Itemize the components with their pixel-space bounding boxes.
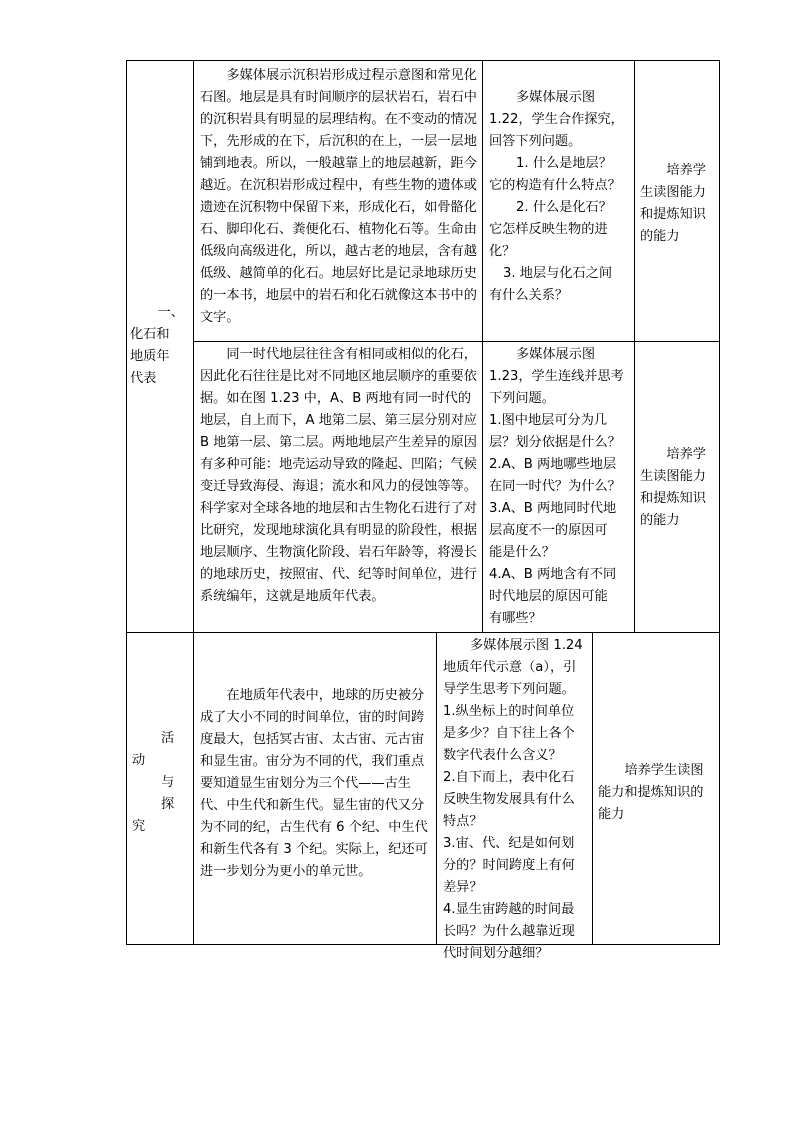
goal-divider-top bbox=[634, 60, 635, 632]
activity-line: 层？划分依据是什么？ bbox=[489, 435, 621, 450]
row2-content bbox=[200, 344, 478, 608]
content-divider-bottom bbox=[436, 632, 437, 944]
activity-line: 它怎样反映生物的进 bbox=[489, 222, 608, 237]
activity-line: 地质年代示意（a），引 bbox=[443, 660, 577, 675]
goal-text: 培养学生读图能力和提炼知识的能力 bbox=[640, 447, 706, 528]
activity-line: 1.22，学生合作探究， bbox=[489, 112, 624, 127]
row2-goal bbox=[640, 444, 714, 532]
activity-line: 特点？ bbox=[443, 814, 483, 829]
activity-line: 它的构造有什么特点？ bbox=[489, 178, 621, 193]
activity-line: 是多少？自下往上各个 bbox=[443, 726, 575, 741]
activity-line: 1. 什么是地层？ bbox=[516, 156, 612, 171]
activity-line: 差异？ bbox=[443, 880, 483, 895]
section-label-line: 一、 bbox=[157, 305, 184, 320]
activity-line: 回答下列问题。 bbox=[489, 134, 582, 149]
table-border-right bbox=[719, 60, 720, 945]
section-label-line: 化石和 bbox=[130, 327, 170, 342]
goal-text: 培养学生读图能力和提炼知识的能力 bbox=[640, 163, 706, 244]
activity-line: 有哪些？ bbox=[489, 611, 542, 626]
section-label-activity bbox=[126, 728, 193, 838]
activity-line: 层高度不一的原因可 bbox=[489, 523, 608, 538]
row1-activity bbox=[489, 87, 631, 307]
goal-text: 培养学生读图能力和提炼知识的能力 bbox=[598, 763, 704, 822]
activity-line: 2.A、B 两地哪些地层 bbox=[489, 457, 617, 472]
activity-line: 多媒体展示图 1.24 bbox=[470, 638, 583, 653]
row-divider-1 bbox=[193, 341, 720, 342]
content-paragraph: 同一时代地层往往含有相同或相似的化石，因此化石往往是比对不同地区地层顺序的重要依据。如在图 1.23 中，A、B 两地有同一时代的地层，自上而下，A 地第二层、第三层分别对应 B 地第一层、第二层。两地地层产生差异的原因有多种可能：地壳运动导致的隆起、凹陷；气候变迁导致海侵、海退；流水和风力的侵蚀等等。科学家对全球各地的地层和古生物化石进行了对比研究，发现地球演化具有明显的阶段性，根据地层顺序、生物演化阶段、岩石年龄等，将漫长的地球历史，按照宙、代、纪等时间单位，进行系统编年，这就是地质年代表。 bbox=[200, 347, 477, 604]
activity-line: 数字代表什么含义？ bbox=[443, 748, 562, 763]
activity-line: 1.图中地层可分为几 bbox=[489, 413, 608, 428]
row1-content bbox=[200, 65, 478, 329]
activity-line: 化？ bbox=[489, 244, 516, 259]
activity-line: 有什么关系？ bbox=[489, 288, 569, 303]
section-label-char: 探 bbox=[161, 797, 175, 812]
activity-line: 反映生物发展具有什么 bbox=[443, 792, 575, 807]
section-label-char: 与 bbox=[161, 775, 175, 790]
activity-line: 多媒体展示图 bbox=[516, 347, 596, 362]
activity-line: 分的？时间跨度上有何 bbox=[443, 858, 575, 873]
section-label-line: 代表 bbox=[130, 371, 157, 386]
activity-line: 3.A、B 两地同时代地 bbox=[489, 501, 617, 516]
activity-line: 4.A、B 两地含有不同 bbox=[489, 567, 617, 582]
content-divider-top bbox=[482, 60, 483, 632]
activity-line: 下列问题。 bbox=[489, 391, 555, 406]
section-label-line: 地质年 bbox=[130, 349, 170, 364]
section-label-char: 动 bbox=[132, 753, 146, 768]
content-paragraph: 多媒体展示沉积岩形成过程示意图和常见化石图。地层是具有时间顺序的层状岩石，岩石中的沉积岩具有明显的层理结构。在不变动的情况下，先形成的在下，后沉积的在上，一层一层地铺到地表。所以，一般越靠上的地层越新，距今越近。在沉积岩形成过程中，有些生物的遗体或遗迹在沉积物中保留下来，形成化石，如骨骼化石、脚印化石、粪便化石、植物化石等。生命由低级向高级进化，所以，越古老的地层，含有越低级、越简单的化石。地层好比是记录地球历史的一本书，地层中的岩石和化石就像这本书中的文字。 bbox=[200, 68, 477, 325]
row2-activity bbox=[489, 344, 631, 630]
activity-line: 导学生思考下列问题。 bbox=[443, 682, 575, 697]
section-label-char: 究 bbox=[132, 819, 146, 834]
activity-line: 2. 什么是化石？ bbox=[516, 200, 612, 215]
section-label-char: 活 bbox=[161, 731, 175, 746]
activity-line: 代时间划分越细？ bbox=[443, 946, 549, 961]
activity-line: 在同一时代？为什么？ bbox=[489, 479, 621, 494]
section-label-fossils bbox=[130, 302, 190, 390]
activity-line: 1.23，学生连线并思考 bbox=[489, 369, 624, 384]
activity-line: 长吗？为什么越靠近现 bbox=[443, 924, 575, 939]
row1-goal bbox=[640, 160, 714, 248]
row3-content bbox=[200, 685, 432, 883]
activity-line: 2.自下而上，表中化石 bbox=[443, 770, 575, 785]
row3-activity bbox=[443, 635, 591, 965]
activity-line: 1.纵坐标上的时间单位 bbox=[443, 704, 575, 719]
section-divider bbox=[126, 632, 720, 633]
activity-line: 多媒体展示图 bbox=[516, 90, 596, 105]
activity-line: 4.显生宙跨越的时间最 bbox=[443, 902, 575, 917]
activity-line: 能是什么？ bbox=[489, 545, 555, 560]
activity-line: 时代地层的原因可能 bbox=[489, 589, 608, 604]
goal-divider-bottom bbox=[592, 632, 593, 944]
label-divider bbox=[193, 60, 194, 945]
table-border-bottom bbox=[126, 944, 720, 945]
content-paragraph: 在地质年代表中，地球的历史被分成了大小不同的时间单位，宙的时间跨度最大，包括冥古宙、太古宙、元古宙和显生宙。宙分为不同的代，我们重点要知道显生宙划分为三个代——古生代、中生代和新生代。显生宙的代又分为不同的纪，古生代有 6 个纪、中生代和新生代各有 3 个纪。实际上，纪还可进一步划分为更小的单元世。 bbox=[200, 688, 428, 879]
activity-line: 3.宙、代、纪是如何划 bbox=[443, 836, 575, 851]
row3-goal bbox=[598, 760, 716, 826]
activity-line: 3. 地层与化石之间 bbox=[503, 266, 613, 281]
table-border-top bbox=[126, 60, 720, 61]
